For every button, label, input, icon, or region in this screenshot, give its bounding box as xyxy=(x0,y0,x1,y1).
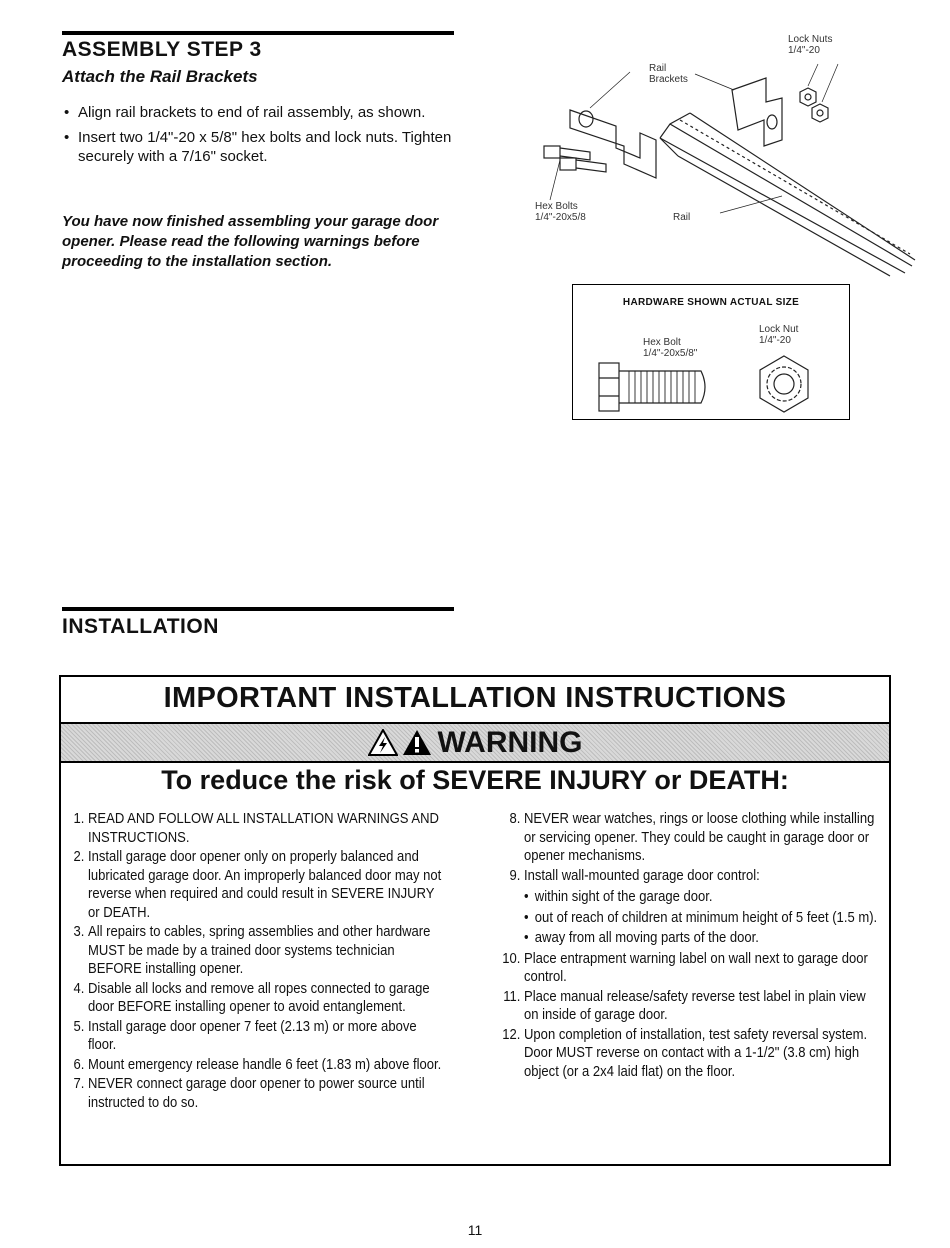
instruction-number: 10. xyxy=(502,950,521,967)
instruction-item xyxy=(61,810,442,847)
control-placement-item: • away from all moving parts of the door. xyxy=(524,929,882,948)
warning-box xyxy=(59,675,891,1166)
electric-hazard-icon xyxy=(368,729,398,756)
instruction-item xyxy=(61,923,442,979)
control-placement-list xyxy=(524,888,882,948)
instruction-number: 12. xyxy=(502,1026,521,1043)
instruction-text: Mount emergency release handle 6 feet (1.83 m) above floor. xyxy=(88,1056,442,1073)
instruction-item xyxy=(61,848,442,922)
installation-heading: INSTALLATION xyxy=(62,615,219,638)
instruction-item xyxy=(61,1018,442,1055)
instruction-item xyxy=(497,867,882,948)
instruction-item xyxy=(61,980,442,1017)
instructions-left-column xyxy=(61,810,442,1113)
finish-note: You have now finished assembling your garage door opener. Please read the following warnings before proceeding to the installation section. xyxy=(62,213,439,270)
instruction-text: Upon completion of installation, test safety reversal system. Door MUST reverse on contact with a 1-1/2" (3.8 cm) high object (or a 2x4 laid flat) on the floor. xyxy=(524,1026,868,1080)
important-instructions-title: IMPORTANT INSTALLATION INSTRUCTIONS xyxy=(163,682,787,714)
instruction-number: 11. xyxy=(503,988,521,1005)
instruction-text: Install garage door opener 7 feet (2.13 m) or more above floor. xyxy=(88,1018,417,1053)
instruction-item xyxy=(497,988,882,1025)
step-bullet: • Insert two 1/4"-20 x 5/8" hex bolts and lock nuts. Tighten securely with a 7/16" socket. xyxy=(62,128,452,166)
control-placement-item: • out of reach of children at minimum height of 5 feet (1.5 m). xyxy=(524,909,882,928)
lock-nut-icon xyxy=(753,353,815,415)
instruction-number: 4. xyxy=(73,980,85,997)
alert-triangle-icon xyxy=(402,729,432,756)
warning-word: WARNING xyxy=(437,725,583,759)
warning-subtitle: To reduce the risk of SEVERE INJURY or DEATH: xyxy=(161,765,789,795)
instruction-number: 3. xyxy=(73,924,85,940)
instructions-right-column xyxy=(497,810,882,1082)
rail-label: Rail xyxy=(673,212,691,223)
warning-band xyxy=(61,722,889,763)
instruction-number: 5. xyxy=(73,1018,85,1035)
instruction-item xyxy=(497,810,882,866)
hex-bolt-label: Hex Bolt xyxy=(643,337,681,348)
instruction-number: 7. xyxy=(73,1076,85,1092)
instruction-number: 8. xyxy=(509,811,521,827)
instruction-item xyxy=(497,950,882,987)
instruction-item xyxy=(61,1056,442,1075)
lock-nuts-size: 1/4"-20 xyxy=(788,45,820,56)
hex-bolt-size: 1/4"-20x5/8" xyxy=(643,348,698,359)
step-top-rule xyxy=(62,31,454,35)
instruction-text: READ AND FOLLOW ALL INSTALLATION WARNINGS AND INSTRUCTIONS. xyxy=(88,811,439,846)
step-heading: ASSEMBLY STEP 3 xyxy=(62,38,262,61)
instruction-text: NEVER connect garage door opener to power source until instructed to do so. xyxy=(88,1076,425,1111)
hardware-title: HARDWARE SHOWN ACTUAL SIZE xyxy=(622,297,800,308)
instruction-item xyxy=(61,1075,442,1112)
instruction-text: Disable all locks and remove all ropes connected to garage door BEFORE installing opener to avoid entanglement. xyxy=(88,980,430,1015)
instruction-text: Place entrapment warning label on wall next to garage door control. xyxy=(524,950,868,985)
instruction-item xyxy=(497,1026,882,1082)
rail-brackets-label: Rail xyxy=(649,63,667,74)
lock-nut-label: Lock Nut xyxy=(759,324,799,335)
hex-bolt-icon xyxy=(597,361,713,413)
installation-top-rule xyxy=(62,607,454,611)
instruction-text: Place manual release/safety reverse test label in plain view on inside of garage door. xyxy=(524,988,866,1023)
lock-nuts-label: Lock Nuts xyxy=(788,34,833,45)
instruction-text: Install wall-mounted garage door control: xyxy=(524,867,760,884)
instruction-text: All repairs to cables, spring assemblies and other hardware MUST be made by a trained door systems technician BEFORE installing opener. xyxy=(88,924,431,977)
instruction-number: 9. xyxy=(509,867,521,884)
step-subheading: Attach the Rail Brackets xyxy=(62,67,258,86)
instruction-text: NEVER wear watches, rings or loose clothing while installing or servicing opener. They could be caught in garage door or opener mechanisms. xyxy=(524,811,875,864)
instruction-text: Install garage door opener only on properly balanced and lubricated garage door. An improperly balanced door may not reverse when required and could result in SEVERE INJURY or DEATH. xyxy=(88,849,442,921)
instruction-number: 1. xyxy=(73,811,85,827)
rail-brackets-label-2: Brackets xyxy=(649,74,688,85)
hardware-actual-size-box xyxy=(572,284,850,420)
hex-bolts-label: Hex Bolts xyxy=(535,201,578,212)
control-placement-item: • within sight of the garage door. xyxy=(524,888,882,907)
instruction-number: 6. xyxy=(73,1056,85,1073)
hex-bolts-size: 1/4"-20x5/8 xyxy=(535,212,586,223)
step-bullets xyxy=(62,103,452,172)
rail-bracket-diagram xyxy=(520,28,920,278)
instruction-number: 2. xyxy=(73,849,85,865)
page-number: 11 xyxy=(467,1222,483,1238)
step-bullet: • Align rail brackets to end of rail assembly, as shown. xyxy=(62,103,452,122)
lock-nut-size: 1/4"-20 xyxy=(759,335,791,346)
